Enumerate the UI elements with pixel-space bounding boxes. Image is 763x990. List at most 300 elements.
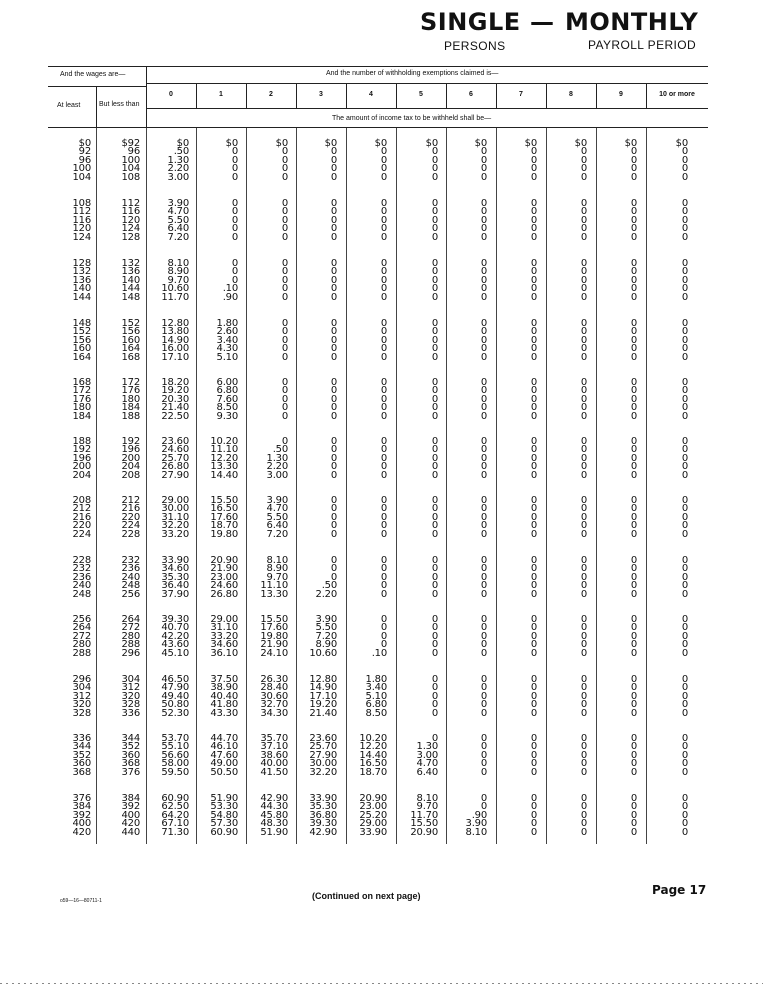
table-cell: 204 [72,469,91,481]
table-cell: 0 [580,528,587,540]
table-cell: 0 [580,690,587,702]
table-cell: 0 [580,495,587,506]
table-cell: 0 [480,682,487,694]
table-cell: 16.50 [359,758,387,770]
table-cell: 228 [72,555,91,566]
table-cell: 0 [380,580,387,592]
table-cell: 0 [480,274,487,286]
table-cell: 0 [530,495,537,506]
table-cell: 0 [580,343,587,355]
table-cell: 0 [630,580,637,592]
table-cell: 3.00 [416,749,438,761]
table-cell: .90 [471,809,487,821]
table-cell: 0 [681,461,688,473]
table-cell: 0 [281,326,288,338]
withholding-column-2 [246,676,288,718]
table-cell: $0 [225,138,238,149]
table-cell: 0 [580,741,587,753]
table-cell: 0 [681,385,688,397]
table-cell: 0 [681,630,688,642]
withholding-column-10 [646,735,688,777]
withholding-column-3 [295,140,337,182]
table-cell: 0 [630,563,637,575]
table-cell: 0 [580,563,587,575]
table-cell: 240 [121,571,140,583]
table-cell: 112 [72,206,91,218]
table-cell: 14.40 [210,469,238,481]
table-cell: 288 [121,639,140,651]
table-cell: 0 [681,444,688,456]
table-cell: 20.90 [410,826,438,838]
withholding-column-6 [445,260,487,302]
table-cell: 0 [431,402,438,414]
header-amount-withheld: The amount of income tax to be withheld shall be— [332,115,492,122]
table-cell: 0 [630,614,637,625]
withholding-column-1 [196,379,238,421]
table-cell: 0 [580,580,587,592]
table-cell: 0 [480,326,487,338]
withholding-column-7 [495,557,537,599]
table-cell: 420 [72,826,91,838]
table-cell: 0 [480,461,487,473]
table-cell: 10.60 [309,647,337,659]
table-cell: 272 [72,630,91,642]
table-cell: 0 [330,528,337,540]
table-cell: 0 [231,231,238,243]
table-cell: 8.90 [315,639,337,651]
table-cell: 0 [630,444,637,456]
table-cell: 0 [630,555,637,566]
table-cell: 0 [630,326,637,338]
table-cell: 0 [630,758,637,770]
table-cell: 0 [681,690,688,702]
table-cell: 8.10 [465,826,487,838]
table-cell: .50 [272,444,288,456]
table-cell: 0 [380,343,387,355]
table-cell: 236 [121,563,140,575]
table-cell: 0 [630,818,637,830]
table-cell: 0 [681,393,688,405]
table-cell: 312 [72,690,91,702]
table-cell: 0 [330,146,337,158]
withholding-column-8 [545,438,587,480]
column-header-divider [196,84,197,108]
table-cell: 0 [281,402,288,414]
table-cell: 0 [580,231,587,243]
withholding-column-10 [646,676,688,718]
table-cell: 2.20 [315,588,337,600]
table-cell: 108 [121,171,140,183]
table-cell: 256 [72,614,91,625]
table-cell: 0 [480,801,487,813]
table-cell: 176 [121,385,140,397]
table-cell: 1.80 [216,318,238,329]
table-cell: 34.60 [161,563,189,575]
table-cell: 0 [530,503,537,515]
at-least-column [51,557,91,599]
table-cell: 0 [431,393,438,405]
table-cell: 0 [480,291,487,303]
table-cell: 0 [480,436,487,447]
table-cell: 368 [121,758,140,770]
table-cell: 392 [121,801,140,813]
table-cell: 40.70 [161,622,189,634]
table-cell: $0 [275,138,288,149]
withholding-column-9 [595,140,637,182]
table-cell: 33.90 [359,826,387,838]
table-cell: 164 [72,351,91,363]
table-cell: 264 [72,622,91,634]
column-header-divider [246,84,247,108]
table-cell: 0 [480,674,487,685]
table-cell: 33.90 [161,555,189,566]
table-cell: 51.90 [260,826,288,838]
table-cell: 0 [231,266,238,278]
table-cell: 0 [630,436,637,447]
column-header-4: 4 [369,91,373,98]
table-cell: 25.20 [359,809,387,821]
withholding-column-2 [246,140,288,182]
table-cell: 0 [281,393,288,405]
table-cell: 49.00 [210,758,238,770]
table-cell: 0 [530,749,537,761]
withholding-column-2 [246,260,288,302]
table-cell: 96 [127,146,140,158]
table-cell: 140 [72,283,91,295]
table-cell: 0 [580,707,587,719]
withholding-column-0 [147,379,189,421]
table-cell: .90 [222,291,238,303]
withholding-column-5 [396,676,438,718]
table-cell: 23.60 [161,436,189,447]
table-cell: 0 [330,563,337,575]
table-cell: 23.60 [309,733,337,744]
table-cell: 0 [431,528,438,540]
table-cell: 0 [281,283,288,295]
table-cell: 0 [480,520,487,532]
table-cell: 148 [72,318,91,329]
table-cell: 0 [630,766,637,778]
withholding-column-5 [396,795,438,837]
table-cell: 0 [480,385,487,397]
table-cell: 0 [530,223,537,235]
table-cell: 43.60 [161,639,189,651]
table-cell: 0 [530,452,537,464]
table-cell: 296 [72,674,91,685]
table-cell: 0 [530,334,537,346]
withholding-column-4 [345,676,387,718]
withholding-column-5 [396,140,438,182]
table-cell: 0 [231,171,238,183]
header-wages-divider [96,86,97,127]
withholding-column-0 [147,200,189,242]
table-cell: 10.20 [210,436,238,447]
table-cell: 0 [231,274,238,286]
table-cell: 0 [380,214,387,226]
table-cell: 3.90 [315,614,337,625]
table-cell: 0 [681,622,688,634]
table-cell: 0 [580,214,587,226]
table-cell: 32.20 [161,520,189,532]
table-cell: 0 [281,154,288,166]
withholding-column-5 [396,497,438,539]
table-cell: 384 [72,801,91,813]
withholding-column-1 [196,676,238,718]
table-cell: 0 [330,258,337,269]
table-cell: 0 [630,223,637,235]
table-cell: 0 [580,326,587,338]
withholding-column-10 [646,379,688,421]
table-cell: 0 [630,639,637,651]
table-cell: 0 [380,171,387,183]
table-cell: 0 [380,511,387,523]
table-cell: 124 [121,223,140,235]
table-cell: 19.20 [309,699,337,711]
table-cell: 0 [380,410,387,422]
table-cell: 0 [530,393,537,405]
table-cell: 0 [580,639,587,651]
table-cell: 0 [431,410,438,422]
withholding-column-3 [295,557,337,599]
withholding-column-10 [646,200,688,242]
table-cell: 0 [231,214,238,226]
table-cell: 2.20 [266,461,288,473]
withholding-column-8 [545,557,587,599]
table-cell: 51.90 [210,793,238,804]
table-cell: $0 [574,138,587,149]
table-cell: 0 [431,707,438,719]
table-cell: 0 [681,614,688,625]
column-rule [96,128,97,844]
table-cell: 53.70 [161,733,189,744]
table-cell: 8.10 [416,793,438,804]
table-cell: 0 [580,511,587,523]
table-cell: $0 [624,138,637,149]
table-cell: 0 [630,171,637,183]
table-cell: 9.70 [167,274,189,286]
table-cell: 37.90 [161,588,189,600]
table-cell: 0 [330,495,337,506]
table-cell: 0 [231,198,238,209]
table-cell: 42.90 [260,793,288,804]
table-cell: 0 [330,351,337,363]
table-cell: 20.90 [359,793,387,804]
table-cell: 0 [580,444,587,456]
table-cell: 0 [681,555,688,566]
table-cell: 0 [281,198,288,209]
table-cell: 0 [580,351,587,363]
table-cell: 64.20 [161,809,189,821]
table-cell: 0 [330,452,337,464]
table-cell: 17.10 [309,690,337,702]
table-cell: 0 [580,469,587,481]
column-header-3: 3 [319,91,323,98]
but-less-than-column [100,200,140,242]
table-cell: 27.90 [161,469,189,481]
table-cell: 0 [580,274,587,286]
table-cell: 19.80 [260,630,288,642]
table-cell: 49.40 [161,690,189,702]
withholding-column-3 [295,200,337,242]
table-cell: 0 [480,647,487,659]
table-cell: 0 [480,758,487,770]
table-cell: 0 [580,385,587,397]
table-cell: 0 [580,318,587,329]
table-cell: 0 [530,809,537,821]
table-cell: 0 [431,214,438,226]
table-cell: 144 [121,283,140,295]
table-cell: 0 [431,283,438,295]
table-cell: 304 [121,674,140,685]
table-cell: 0 [681,571,688,583]
table-cell: 0 [480,452,487,464]
table-cell: 0 [431,630,438,642]
withholding-column-2 [246,497,288,539]
table-cell: 0 [580,461,587,473]
table-cell: 34.60 [210,639,238,651]
table-cell: 10.20 [359,733,387,744]
table-cell: 0 [530,758,537,770]
table-cell: 0 [480,511,487,523]
table-cell: 0 [431,444,438,456]
but-less-than-column [100,676,140,718]
table-cell: 0 [681,410,688,422]
table-cell: 152 [121,318,140,329]
table-cell: 71.30 [161,826,189,838]
but-less-than-column [100,438,140,480]
table-cell: 0 [530,563,537,575]
table-cell: 0 [580,749,587,761]
at-least-column [51,497,91,539]
withholding-column-3 [295,676,337,718]
table-cell: 0 [480,563,487,575]
table-cell: 0 [630,495,637,506]
continued-note: (Continued on next page) [312,891,421,901]
table-cell: 360 [72,758,91,770]
table-cell: 0 [480,528,487,540]
but-less-than-column [100,379,140,421]
table-cell: 116 [121,206,140,218]
table-cell: $0 [524,138,537,149]
table-cell: 0 [380,452,387,464]
table-cell: 104 [72,171,91,183]
withholding-column-1 [196,200,238,242]
table-cell: 0 [380,206,387,218]
table-cell: 248 [72,588,91,600]
table-cell: 0 [580,682,587,694]
table-cell: 22.50 [161,410,189,422]
table-cell: 29.00 [161,495,189,506]
column-header-divider [546,84,547,108]
table-cell: 8.50 [216,402,238,414]
table-cell: 0 [530,555,537,566]
but-less-than-column [100,260,140,302]
table-cell: 15.50 [410,818,438,830]
withholding-column-8 [545,616,587,658]
table-cell: 37.50 [210,674,238,685]
withholding-column-5 [396,200,438,242]
table-cell: 368 [72,766,91,778]
withholding-column-6 [445,616,487,658]
column-header-divider [396,84,397,108]
withholding-column-3 [295,379,337,421]
withholding-column-4 [345,260,387,302]
withholding-column-3 [295,438,337,480]
table-cell: 0 [681,520,688,532]
table-cell: 0 [330,223,337,235]
table-cell: 0 [380,385,387,397]
table-cell: 0 [681,766,688,778]
table-cell: 0 [380,630,387,642]
table-cell: 0 [681,206,688,218]
table-cell: 224 [72,528,91,540]
at-least-column [51,140,91,182]
table-cell: 0 [580,520,587,532]
table-cell: 0 [431,452,438,464]
table-cell: 0 [380,274,387,286]
table-cell: 0 [431,291,438,303]
table-cell: 55.10 [161,741,189,753]
table-cell: 0 [580,622,587,634]
table-cell: 24.60 [161,444,189,456]
column-header-divider [646,84,647,108]
withholding-column-8 [545,320,587,362]
withholding-column-9 [595,200,637,242]
table-cell: 26.80 [161,461,189,473]
table-cell: 0 [681,283,688,295]
withholding-column-0 [147,438,189,480]
table-cell: 0 [580,826,587,838]
table-cell: 0 [681,563,688,575]
table-cell: 0 [630,146,637,158]
table-cell: 320 [72,699,91,711]
table-cell: 62.50 [161,801,189,813]
table-cell: 0 [681,291,688,303]
column-header-8: 8 [569,91,573,98]
table-cell: 376 [121,766,140,778]
withholding-column-9 [595,260,637,302]
table-cell: 0 [630,318,637,329]
table-cell: 360 [121,749,140,761]
table-cell: 216 [121,503,140,515]
table-cell: 0 [681,801,688,813]
table-cell: 0 [530,699,537,711]
table-cell: 31.10 [210,622,238,634]
table-cell: 176 [72,393,91,405]
table-cell: 0 [431,343,438,355]
but-less-than-column [100,320,140,362]
table-cell: 0 [630,588,637,600]
table-cell: 0 [431,154,438,166]
table-cell: 42.20 [161,630,189,642]
table-cell: 232 [72,563,91,575]
withholding-column-4 [345,616,387,658]
table-cell: 37.10 [260,741,288,753]
table-cell: 5.50 [266,511,288,523]
table-cell: 0 [431,699,438,711]
table-cell: 4.70 [167,206,189,218]
table-cell: 0 [431,266,438,278]
header-wages-rule [48,86,146,87]
table-cell: 0 [681,343,688,355]
table-cell: 0 [281,146,288,158]
table-cell: 0 [380,283,387,295]
table-cell: 112 [121,198,140,209]
withholding-column-2 [246,320,288,362]
table-cell: 0 [480,402,487,414]
table-cell: 6.40 [167,223,189,235]
table-cell: 236 [72,571,91,583]
